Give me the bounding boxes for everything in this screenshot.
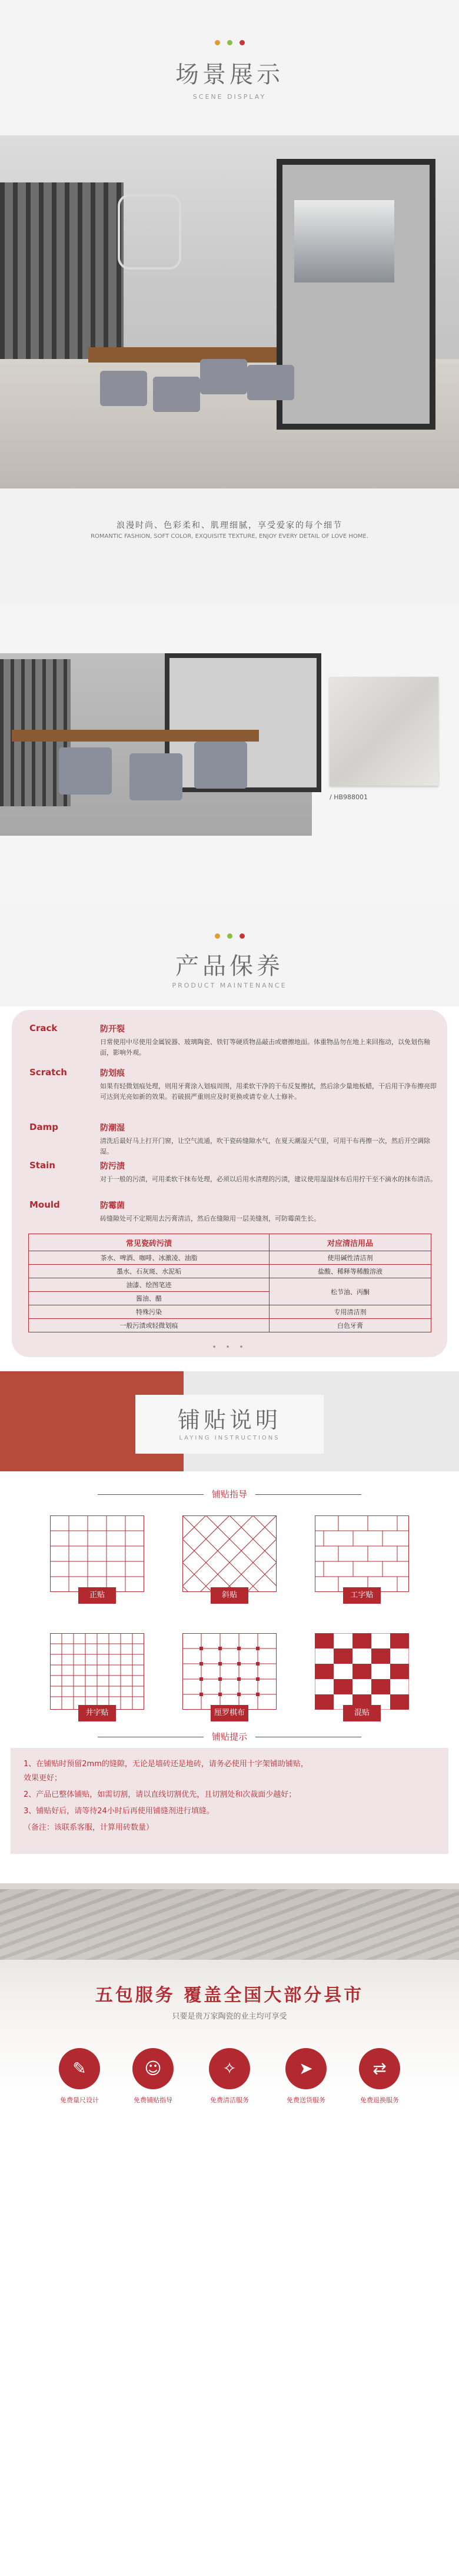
service-item <box>274 2048 338 2105</box>
tips-box <box>11 1748 448 1854</box>
table-cell: 专用清洁剂 <box>269 1305 431 1319</box>
tips-label: 铺贴提示 <box>0 1730 459 1743</box>
maintenance-section <box>0 1006 459 1371</box>
table-cell: 松节油、丙酮 <box>269 1278 431 1305</box>
stain-table <box>28 1234 431 1332</box>
table-cell: 白色牙膏 <box>269 1319 431 1332</box>
maintenance-title-en: PRODUCT MAINTENANCE <box>172 982 287 989</box>
pattern-label: 斜贴 <box>211 1587 248 1604</box>
scene-caption: 浪漫时尚、色彩柔和、肌理细腻，享受爱家的每个细节 <box>117 521 342 530</box>
pattern-label: 混贴 <box>343 1705 381 1721</box>
service-label: 免费铺贴指导 <box>134 2096 172 2104</box>
item-en: Damp <box>29 1122 58 1132</box>
pattern-label: 正贴 <box>78 1587 116 1604</box>
table-cell: 茶水、啤酒、咖啡、冰激凌、油脂 <box>29 1251 270 1265</box>
service-label: 免费退换服务 <box>360 2096 399 2104</box>
installation-title-en: LAYING INSTRUCTIONS <box>179 1435 280 1441</box>
table-cell: 盐酸、稀释等稀酸溶液 <box>269 1265 431 1278</box>
item-en: Crack <box>29 1023 58 1033</box>
installation-section <box>0 1371 459 1883</box>
installation-title: 铺贴说明 <box>177 1407 281 1433</box>
item-desc: 对于一般的污渍，可用柔软干抹布处理，必须以后用水清理的污渍，建议使用湿湿抹布后用拧干至不滴水的抹布清洁。 <box>100 1175 437 1183</box>
tip-line: 3、铺贴好后，请等待24小时后再使用铺缝剂进行填缝。 <box>24 1807 214 1816</box>
cleaning-icon: ✧ <box>209 2048 250 2089</box>
service-title: 五包服务 覆盖全国大部分县市 <box>95 1985 364 2006</box>
item-en: Stain <box>29 1160 55 1171</box>
scene-section <box>0 0 459 606</box>
worker-icon: ☺ <box>132 2048 174 2089</box>
table-cell: 酱油、醋 <box>29 1292 270 1305</box>
item-desc: 日常使用中尽使用金属锐器、玻璃陶瓷、铁钉等硬质物品敲击或磨擦地面。体重物品勿在地上来回拖动，以免划伤釉面，影响外观。 <box>100 1038 430 1056</box>
tile-swatch <box>330 677 438 786</box>
item-cn: 防开裂 <box>100 1025 125 1034</box>
detail-photo <box>0 653 312 836</box>
pattern-label: 井字贴 <box>78 1705 116 1721</box>
pattern-label: 工字贴 <box>343 1587 381 1604</box>
service-item <box>121 2048 185 2105</box>
product-code: / HB988001 <box>330 793 368 801</box>
table-row <box>29 1251 431 1265</box>
pattern-straight <box>50 1515 144 1600</box>
table-header: 对应清洁用品 <box>269 1234 431 1251</box>
item-cn: 防划痕 <box>100 1069 125 1078</box>
table-cell: 一般污渍或轻微划痕 <box>29 1319 270 1332</box>
item-cn: 防污渍 <box>100 1162 125 1171</box>
pattern-fine-grid <box>50 1633 144 1717</box>
tip-line: 效果更好； <box>24 1774 62 1783</box>
table-cell: 使用碱性清洁剂 <box>269 1251 431 1265</box>
tip-line: （备注：该联系客服，计算用砖数量） <box>24 1823 154 1832</box>
item-desc: 砖缝隙处可不定期用去污膏清洁，然后在缝隙用一层美缝剂，可防霉菌生长。 <box>100 1215 320 1222</box>
decor-dots <box>0 933 459 939</box>
service-subtitle: 只要是贵万家陶瓷的业主均可享受 <box>172 2012 287 2021</box>
item-cn: 防潮湿 <box>100 1124 125 1133</box>
truck-icon: ➤ <box>285 2048 327 2089</box>
installation-banner <box>0 1371 459 1471</box>
tape-measure-icon: ✎ <box>59 2048 100 2089</box>
table-row <box>29 1278 431 1292</box>
service-item <box>347 2048 412 2105</box>
pattern-label: 厘罗棋布 <box>211 1705 248 1721</box>
more-dots: • • • <box>212 1343 247 1351</box>
item-desc: 如果有轻微划痕处理，则用牙膏涂入划痕周围，用柔软干净的干布反复擦拭，然后涂少量地板蜡，干后用干净布擦亮即可达到光亮如新的效果。若破损严重则应及时更换或请专业人士修补。 <box>100 1082 437 1101</box>
service-label: 免费量尺设计 <box>60 2096 99 2104</box>
table-cell: 油漆、绘图笔迹 <box>29 1278 270 1292</box>
guide-label: 铺贴指导 <box>0 1488 459 1500</box>
item-en: Mould <box>29 1199 60 1210</box>
tip-line: 2、产品已整体铺贴，如需切割，请以直线切割优先，且切割处和次裁面少越好； <box>24 1790 297 1799</box>
product-detail-section <box>0 606 459 900</box>
scene-title: 场景展示 <box>175 61 284 88</box>
table-row <box>29 1265 431 1278</box>
scene-header <box>0 0 459 135</box>
room-photo <box>0 135 459 488</box>
scene-caption-en: ROMANTIC FASHION, SOFT COLOR, EXQUISITE TEXTURE, ENJOY EVERY DETAIL OF LOVE HOME. <box>91 533 368 540</box>
tip-line: 1、在铺贴时预留2mm的缝隙，无论是墙砖还是地砖，请务必使用十字架铺助铺贴， <box>24 1760 308 1769</box>
table-header: 常见瓷砖污渍 <box>29 1234 270 1251</box>
service-item <box>47 2048 112 2105</box>
maintenance-title: 产品保养 <box>175 953 284 980</box>
scene-title-en: SCENE DISPLAY <box>192 93 267 101</box>
table-row <box>29 1319 431 1332</box>
table-cell: 墨水、石灰斑、水泥垢 <box>29 1265 270 1278</box>
maintenance-card <box>12 1010 447 1357</box>
exchange-icon: ⇄ <box>359 2048 400 2089</box>
table-cell: 特殊污染 <box>29 1305 270 1319</box>
service-label: 免费清洁服务 <box>210 2096 249 2104</box>
maintenance-header <box>0 900 459 1006</box>
item-desc: 清洗后最好马上打开门窗，让空气流通，吹干瓷砖缝隙水气，在夏天潮湿天气里，可用干布再擦一次，然后开空调除湿。 <box>100 1137 430 1155</box>
service-label: 免费送货服务 <box>287 2096 325 2104</box>
pattern-diagonal <box>182 1515 277 1600</box>
service-section <box>0 1883 459 2225</box>
decor-dots <box>0 40 459 45</box>
table-row <box>29 1305 431 1319</box>
item-en: Scratch <box>29 1067 67 1078</box>
item-cn: 防霉菌 <box>100 1201 125 1211</box>
service-item <box>197 2048 262 2105</box>
pattern-running-bond <box>315 1515 409 1600</box>
pattern-checkerboard <box>315 1633 409 1717</box>
pattern-dotted <box>182 1633 277 1717</box>
